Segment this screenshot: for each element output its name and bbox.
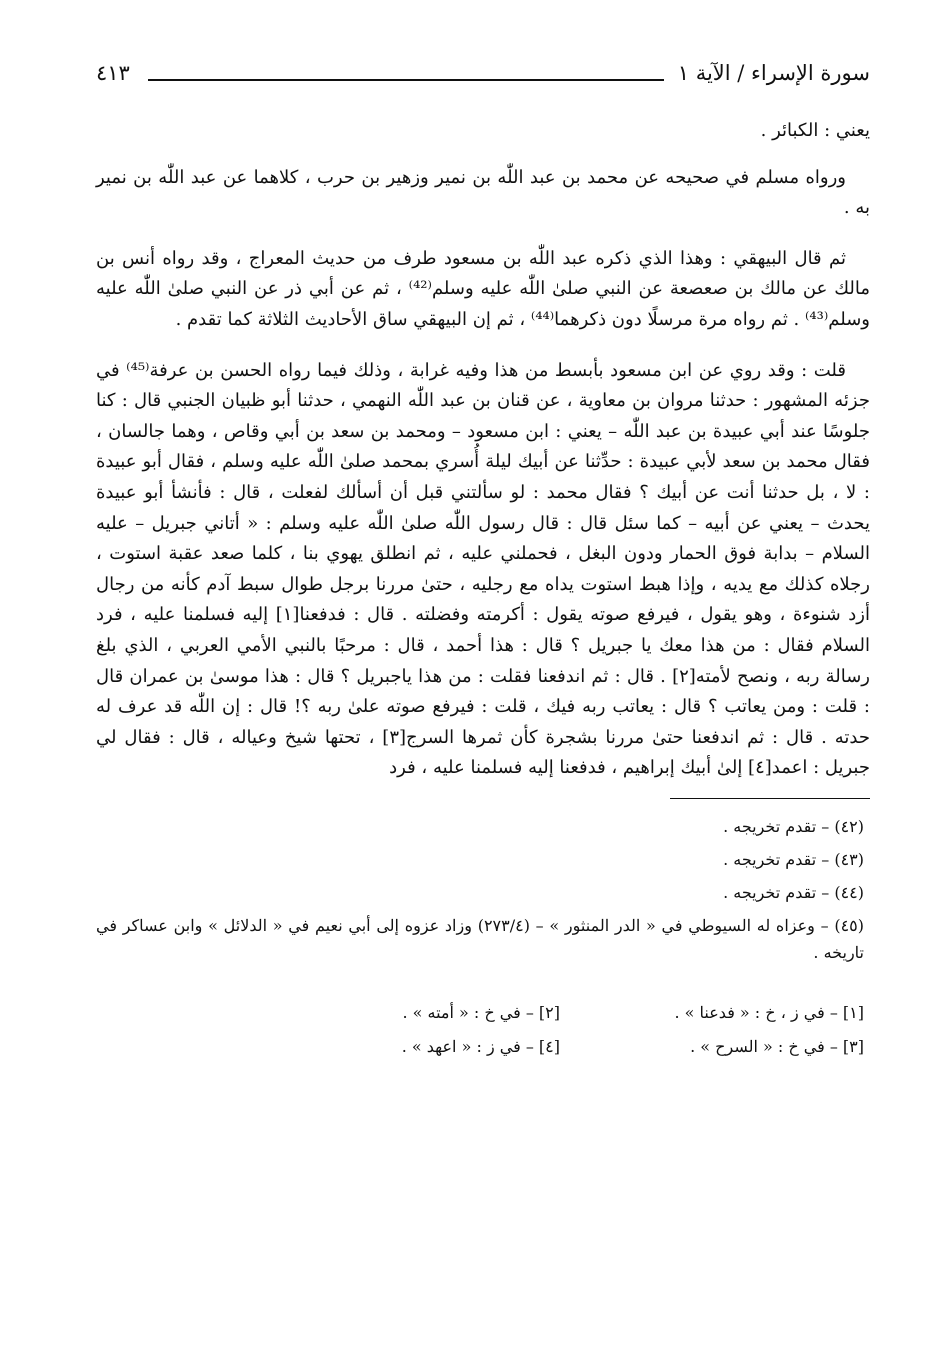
footnotes xyxy=(96,813,870,966)
paragraph: ثم قال البيهقي : وهذا الذي ذكره عبد اللّٰه بن مسعود طرف من حديث المعراج ، وقد رواه أنس بن مالك عن مالك بن صعصعة عن النبي صلىٰ اللّٰه عليه وسلم⁽⁴²⁾ ، ثم عن أبي ذر عن النبي صلىٰ اللّٰه عليه وسلم⁽⁴³⁾ . ثم رواه مرة مرسلًا دون ذكرهما⁽⁴⁴⁾ ، ثم إن البيهقي ساق الأحاديث الثلاثة كما تقدم . xyxy=(96,247,870,330)
footnote-separator xyxy=(670,798,870,799)
header-rule xyxy=(148,79,664,81)
footnote: (٤٥) – وعزاه له السيوطي في « الدر المنثور » – (٢٧٣/٤) وزاد عزوه إلى أبي نعيم في « الدلائل » وابن عساكر في تاريخه . xyxy=(96,915,864,962)
variant-note: [٣] – في خ : « السرح » . xyxy=(690,1036,864,1056)
footnote: (٤٤) – تقدم تخريجه . xyxy=(723,882,864,902)
book-page xyxy=(96,52,870,1060)
paragraph: ورواه مسلم في صحيحه عن محمد بن عبد اللّٰه بن نمير وزهير بن حرب ، كلاهما عن عبد اللّٰه بن نمير به . xyxy=(96,166,870,219)
variant-note: [٤] – في ز : « اعهد » . xyxy=(401,1036,560,1056)
manuscript-variants xyxy=(96,1000,870,1060)
page-number: ٤١٣ xyxy=(96,61,130,85)
paragraph: قلت : وقد روي عن ابن مسعود بأبسط من هذا وفيه غرابة ، وذلك فيما رواه الحسن بن عرفة⁽⁴⁵⁾ في جزئه المشهور : حدثنا مروان بن معاوية ، عن قنان بن عبد اللّٰه النهمي ، حدثنا أبو ظبيان الجنبي قال : كنا جلوسًا عند أبي عبيدة بن عبد اللّٰه – يعني : ابن مسعود – ومحمد بن سعد بن أبي وقاص ، وهما جالسان ، فقال محمد بن سعد لأبي عبيدة : حدِّثنا عن أبيك ليلة أُسري بمحمد صلىٰ اللّٰه عليه وسلم ، فقال أبو عبيدة : لا ، بل حدثنا أنت عن أبيك ؟ فقال محمد : لو سألتني قبل أن أسألك لفعلت ، قال : فأنشأ أبو عبيدة يحدث – يعني عن أبيه – كما سئل قال : قال رسول اللّٰه صلىٰ اللّٰه عليه وسلم : « أتاني جبريل – عليه السلام – بدابة فوق الحمار ودون البغل ، فحملني عليه ، ثم انطلق يهوي بنا ، كلما صعد عقبة استوت ، رجلاه كذلك مع يديه ، وإذا هبط استوت يداه مع رجليه ، حتىٰ مررنا برجل طوال سبط آدم كأنه من رجال أزد شنوءة ، وهو يقول ، فيرفع صوته يقول : أكرمته وفضلته . قال : فدفعنا[١] إليه فسلمنا عليه ، فرد السلام فقال : من هذا معك يا جبريل ؟ قال : هذا أحمد ، قال : مرحبًا بالنبي الأمي العربي ، الذي بلغ رسالة ربه ، ونصح لأمته[٢] . قال : ثم اندفعنا فقلت : من هذا ياجبريل ؟ قال : هذا موسىٰ بن عمران قال : قلت : ومن يعاتب ؟ قال : يعاتب ربه فيك ، قلت : فيرفع صوته علىٰ ربه ؟! قال : إن اللّٰه قد عرف له حدته . قال : ثم اندفعنا حتىٰ مررنا بشجرة كأن ثمرها السرج[٣] ، تحتها شيخ وعياله ، قال : فقال لي جبريل : اعمد[٤] إلىٰ أبيك إبراهيم ، فدفعنا إليه فسلمنا عليه ، فرد xyxy=(96,359,870,779)
variant-note: [٢] – في خ : « أمته » . xyxy=(402,1002,560,1022)
footnote: (٤٢) – تقدم تخريجه . xyxy=(723,816,864,836)
footnote: (٤٣) – تقدم تخريجه . xyxy=(723,849,864,869)
paragraph: يعني : الكبائر . xyxy=(760,120,870,141)
page-header xyxy=(96,52,870,92)
main-text xyxy=(96,116,870,784)
variant-note: [١] – في ز ، خ : « فدعنا » . xyxy=(674,1002,864,1022)
running-title: سورة الإسراء / الآية ١ xyxy=(677,61,870,85)
